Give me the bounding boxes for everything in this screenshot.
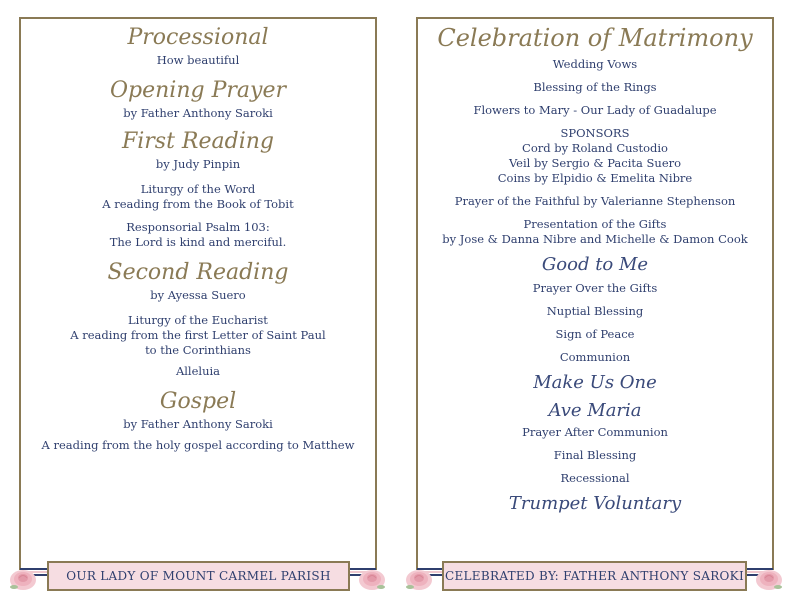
prayer-after-communion: Prayer After Communion [522, 425, 668, 439]
song-make-us-one: Make Us One [533, 372, 657, 393]
psalm-response: The Lord is kind and merciful. [109, 235, 287, 249]
psalm-title: Responsorial Psalm 103: [126, 220, 270, 234]
right-panel [416, 17, 774, 570]
blessing-rings: Blessing of the Rings [533, 80, 657, 94]
sponsors-title: SPONSORS [560, 126, 630, 140]
liturgy-eucharist: Liturgy of the Eucharist [128, 313, 268, 327]
nuptial-blessing: Nuptial Blessing [546, 304, 644, 318]
second-reading-heading: Second Reading [107, 260, 289, 285]
first-reading-by: by Judy Pinpin [155, 157, 241, 171]
flowers-to-mary: Flowers to Mary - Our Lady of Guadalupe [473, 103, 717, 117]
wedding-vows: Wedding Vows [552, 57, 638, 71]
prayer-over-gifts: Prayer Over the Gifts [532, 281, 658, 295]
recessional: Recessional [560, 471, 630, 485]
reading-corinthians-1: A reading from the first Letter of Saint Paul [70, 328, 326, 342]
sponsor-cord: Cord by Roland Custodio [522, 141, 668, 155]
sponsor-veil: Veil by Sergio & Pacita Suero [508, 156, 682, 170]
rose-icon [405, 567, 433, 591]
opening-prayer-by: by Father Anthony Saroki [123, 106, 273, 120]
sign-of-peace: Sign of Peace [555, 327, 635, 341]
left-content [21, 23, 375, 453]
communion: Communion [559, 350, 631, 364]
opening-prayer-heading: Opening Prayer [110, 78, 286, 103]
first-reading-heading: First Reading [121, 129, 274, 154]
second-reading-by: by Ayessa Suero [150, 288, 246, 302]
rose-icon [9, 567, 37, 591]
left-banner: OUR LADY OF MOUNT CARMEL PARISH [47, 561, 350, 591]
reading-corinthians-2: to the Corinthians [145, 343, 251, 357]
processional-song: How beautiful [156, 53, 240, 67]
alleluia: Alleluia [175, 364, 221, 378]
gospel-heading: Gospel [159, 389, 237, 414]
rose-icon [755, 567, 783, 591]
left-panel [19, 17, 377, 570]
sponsor-coins: Coins by Elpidio & Emelita Nibre [497, 171, 693, 185]
gospel-reading: A reading from the holy gospel according to Matthew [41, 438, 355, 452]
reading-tobit: A reading from the Book of Tobit [102, 197, 294, 211]
matrimony-heading: Celebration of Matrimony [437, 24, 753, 52]
processional-heading: Processional [127, 25, 269, 50]
presentation-gifts-by: by Jose & Danna Nibre and Michelle & Damon Cook [442, 232, 748, 246]
right-banner: CELEBRATED BY: FATHER ANTHONY SAROKI [442, 561, 747, 591]
right-content [418, 23, 772, 516]
rose-icon [358, 567, 386, 591]
song-trumpet-voluntary: Trumpet Voluntary [508, 493, 682, 514]
presentation-gifts: Presentation of the Gifts [523, 217, 667, 231]
song-ave-maria: Ave Maria [548, 400, 642, 421]
gospel-by: by Father Anthony Saroki [123, 417, 273, 431]
prayer-faithful: Prayer of the Faithful by Valerianne Stephenson [454, 194, 736, 208]
song-good-to-me: Good to Me [541, 254, 649, 275]
liturgy-word: Liturgy of the Word [140, 182, 256, 196]
final-blessing: Final Blessing [553, 448, 637, 462]
